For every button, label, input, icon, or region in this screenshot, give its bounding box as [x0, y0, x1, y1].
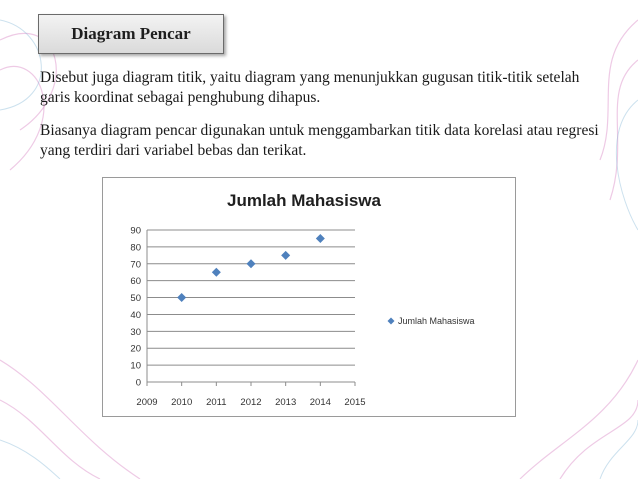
paragraph-definition: Disebut juga diagram titik, yaitu diagram yang menunjukkan gugusan titik-titik setelah garis koordinat sebagai penghubung dihapus. — [40, 69, 580, 106]
data-point — [281, 251, 290, 260]
data-point — [212, 268, 221, 277]
y-tick-label: 10 — [130, 360, 141, 372]
paragraph-usage: Biasanya diagram pencar digunakan untuk menggambarkan titik data korelasi atau regresi yang terdiri dari variabel bebas dan terikat. — [40, 122, 599, 159]
chart-x-tick-labels — [136, 397, 365, 408]
y-tick-label: 90 — [130, 225, 141, 237]
y-tick-label: 40 — [130, 309, 141, 321]
y-tick-label: 80 — [130, 242, 141, 254]
x-tick-label: 2009 — [136, 397, 158, 408]
x-tick-label: 2014 — [309, 397, 331, 408]
slide-title-box — [38, 14, 224, 54]
data-point — [316, 234, 325, 243]
y-tick-label: 0 — [135, 377, 141, 389]
chart-y-tick-labels — [130, 226, 141, 389]
data-point — [177, 293, 186, 302]
data-point — [247, 259, 256, 268]
chart-legend — [388, 316, 475, 326]
y-tick-label: 50 — [130, 293, 141, 305]
x-tick-label: 2013 — [275, 397, 297, 408]
y-tick-label: 20 — [130, 343, 141, 355]
y-tick-label: 60 — [130, 276, 141, 288]
scatter-chart — [102, 177, 516, 417]
x-tick-label: 2011 — [206, 397, 227, 408]
chart-data-points — [177, 234, 325, 302]
x-tick-label: 2010 — [171, 397, 193, 408]
chart-title: Jumlah Mahasiswa — [226, 191, 382, 210]
legend-marker-diamond — [388, 318, 395, 325]
y-tick-label: 70 — [130, 259, 141, 271]
chart-gridlines — [147, 230, 355, 386]
x-tick-label: 2012 — [240, 397, 262, 408]
y-tick-label: 30 — [130, 326, 141, 338]
slide-title: Diagram Pencar — [71, 24, 191, 43]
legend-label: Jumlah Mahasiswa — [398, 316, 475, 326]
x-tick-label: 2015 — [344, 397, 366, 408]
scatter-chart-svg — [103, 178, 515, 416]
